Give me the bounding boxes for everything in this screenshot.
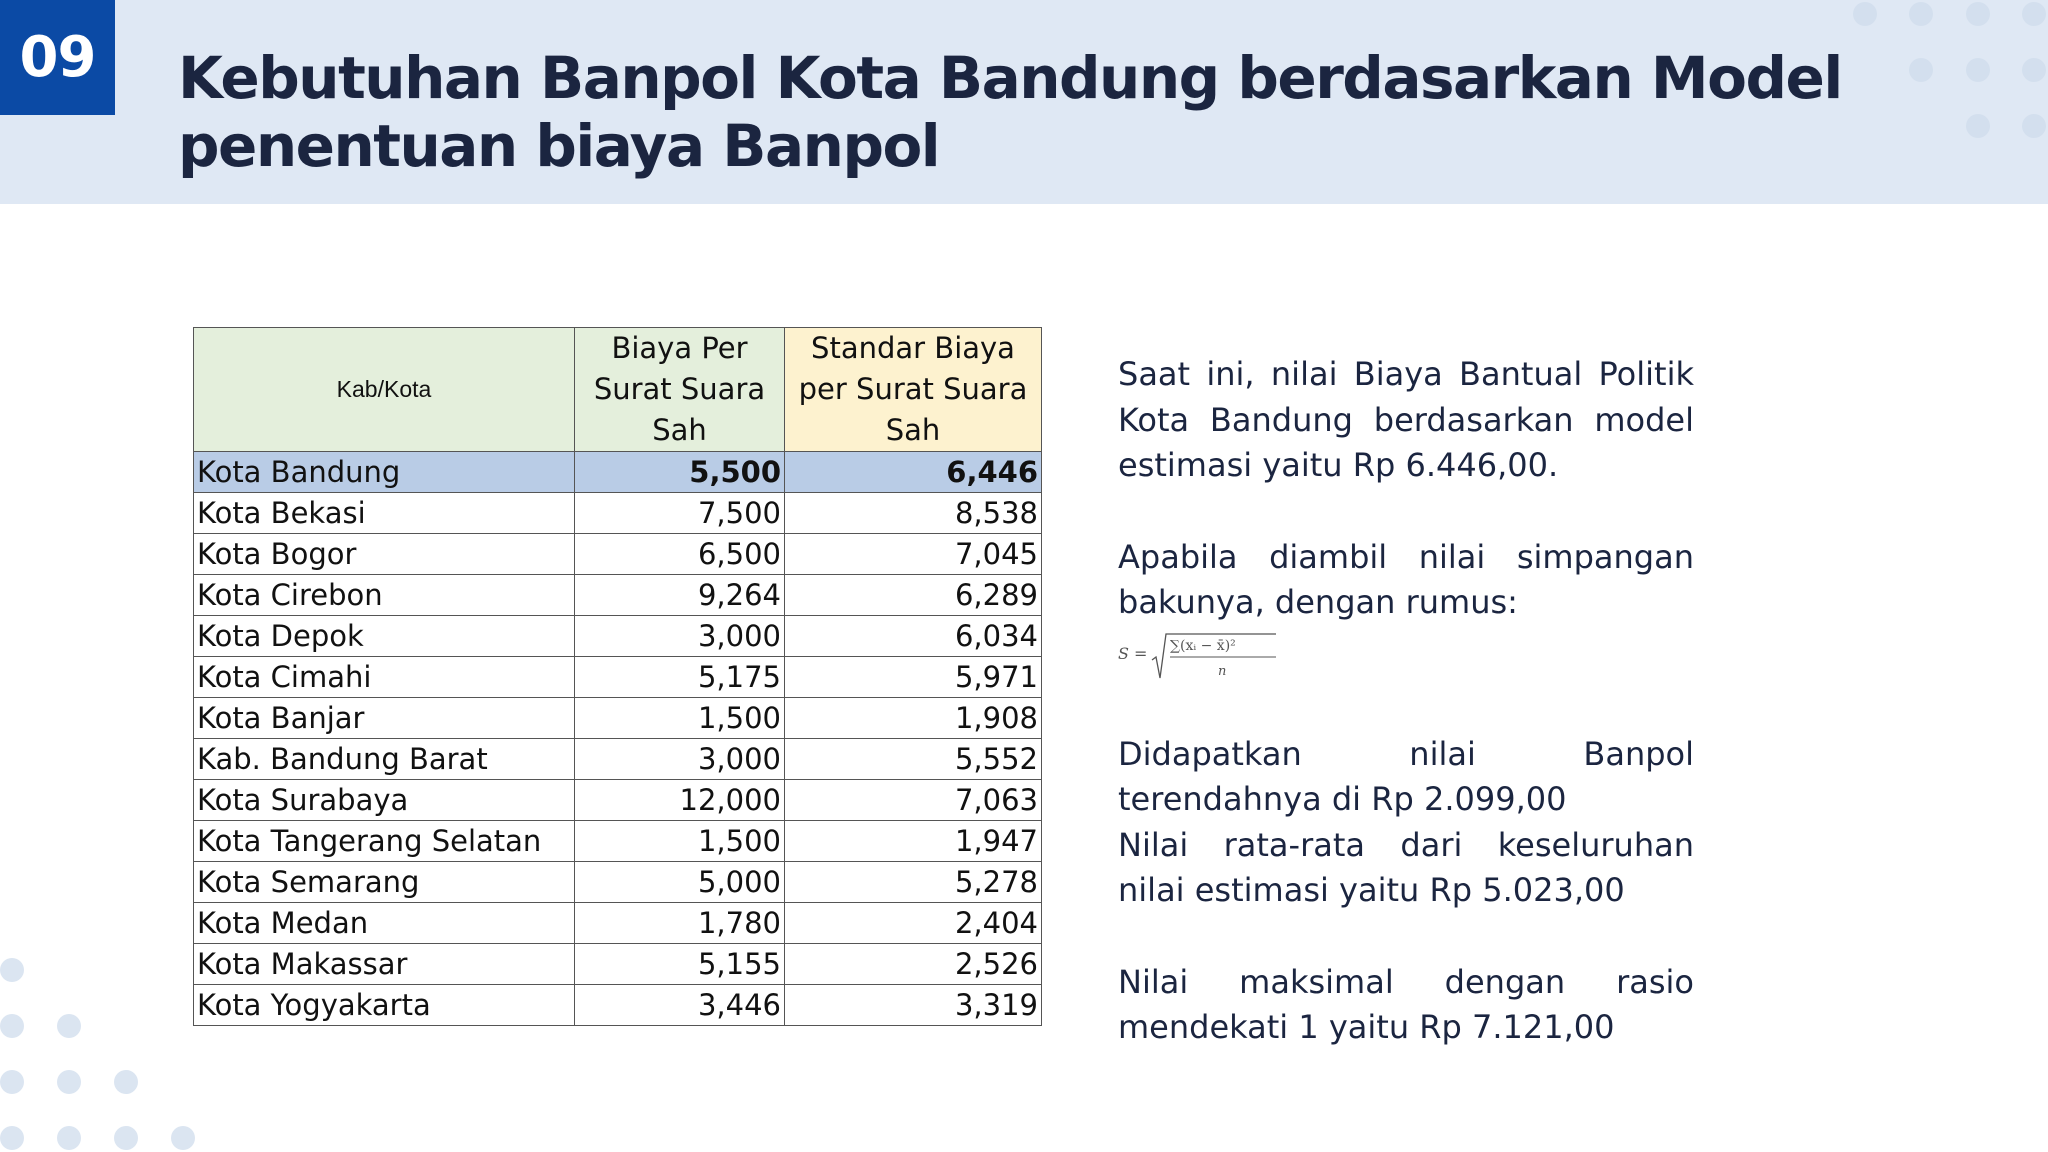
cell-name: Kota Yogyakarta (194, 985, 575, 1026)
cell-name: Kota Bogor (194, 534, 575, 575)
table-row (194, 780, 1042, 821)
cell-name: Kab. Bandung Barat (194, 739, 575, 780)
cell-name: Kota Cirebon (194, 575, 575, 616)
cell-name: Kota Tangerang Selatan (194, 821, 575, 862)
table-row (194, 739, 1042, 780)
table-row (194, 452, 1042, 493)
paragraph-average: Nilai rata-rata dari keseluruhan nilai estimasi yaitu Rp 5.023,00 (1118, 825, 1694, 909)
paragraph-lowest: Didapatkan nilai Banpol terendahnya di Rp 2.099,00 (1118, 734, 1694, 818)
cell-standar: 5,971 (785, 657, 1042, 698)
cell-standar: 2,526 (785, 944, 1042, 985)
table-row (194, 944, 1042, 985)
header-biaya-per-surat: Biaya Per Surat Suara Sah (575, 328, 785, 452)
formula-lhs: S = (1118, 643, 1148, 663)
table-row (194, 575, 1042, 616)
cell-standar: 6,034 (785, 616, 1042, 657)
table-row (194, 616, 1042, 657)
cell-standar: 8,538 (785, 493, 1042, 534)
table-row (194, 862, 1042, 903)
cell-name: Kota Depok (194, 616, 575, 657)
table-row (194, 821, 1042, 862)
cell-name: Kota Bandung (194, 452, 575, 493)
formula-numerator: ∑(xᵢ − x̄)² (1170, 637, 1236, 654)
table-row (194, 698, 1042, 739)
cell-biaya: 3,000 (575, 616, 785, 657)
cell-biaya: 5,155 (575, 944, 785, 985)
cell-name: Kota Banjar (194, 698, 575, 739)
slide-number-badge: 09 (0, 0, 115, 115)
formula-graphic (1118, 626, 1288, 686)
cell-name: Kota Semarang (194, 862, 575, 903)
cell-biaya: 3,446 (575, 985, 785, 1026)
formula-denominator: n (1218, 663, 1227, 679)
paragraph-current-value: Saat ini, nilai Biaya Bantual Politik Kota Bandung berdasarkan model estimasi yaitu Rp 6.446,00. (1118, 355, 1694, 484)
table-row (194, 534, 1042, 575)
cell-standar: 5,278 (785, 862, 1042, 903)
paragraph-maximum: Nilai maksimal dengan rasio mendekati 1 yaitu Rp 7.121,00 (1118, 962, 1694, 1046)
cell-biaya: 3,000 (575, 739, 785, 780)
slide-title: Kebutuhan Banpol Kota Bandung berdasarkan Model penentuan biaya Banpol (178, 44, 1842, 180)
cell-standar: 1,947 (785, 821, 1042, 862)
cell-biaya: 9,264 (575, 575, 785, 616)
cell-name: Kota Medan (194, 903, 575, 944)
cell-biaya: 1,780 (575, 903, 785, 944)
cell-standar: 1,908 (785, 698, 1042, 739)
cell-biaya: 5,000 (575, 862, 785, 903)
paragraph-std-dev: Apabila diambil nilai simpangan bakunya, dengan rumus: (1118, 537, 1694, 621)
table-row (194, 657, 1042, 698)
cell-biaya: 5,175 (575, 657, 785, 698)
cell-standar: 5,552 (785, 739, 1042, 780)
cell-name: Kota Surabaya (194, 780, 575, 821)
cell-biaya: 6,500 (575, 534, 785, 575)
cell-standar: 7,045 (785, 534, 1042, 575)
cell-biaya: 5,500 (575, 452, 785, 493)
cell-standar: 6,289 (785, 575, 1042, 616)
cell-standar: 6,446 (785, 452, 1042, 493)
cell-standar: 2,404 (785, 903, 1042, 944)
table-row (194, 985, 1042, 1026)
cell-name: Kota Cimahi (194, 657, 575, 698)
cell-biaya: 1,500 (575, 821, 785, 862)
cell-biaya: 12,000 (575, 780, 785, 821)
cell-name: Kota Bekasi (194, 493, 575, 534)
table-row (194, 493, 1042, 534)
cell-biaya: 1,500 (575, 698, 785, 739)
table-header-row (194, 328, 1042, 452)
banpol-table (193, 327, 1042, 1026)
cell-standar: 3,319 (785, 985, 1042, 1026)
std-dev-formula (1118, 626, 1694, 686)
header-standar-biaya: Standar Biaya per Surat Suara Sah (785, 328, 1042, 452)
table-row (194, 903, 1042, 944)
cell-biaya: 7,500 (575, 493, 785, 534)
explanation-panel (1118, 352, 1694, 1051)
header-kab-kota: Kab/Kota (194, 328, 575, 452)
cell-name: Kota Makassar (194, 944, 575, 985)
cell-standar: 7,063 (785, 780, 1042, 821)
